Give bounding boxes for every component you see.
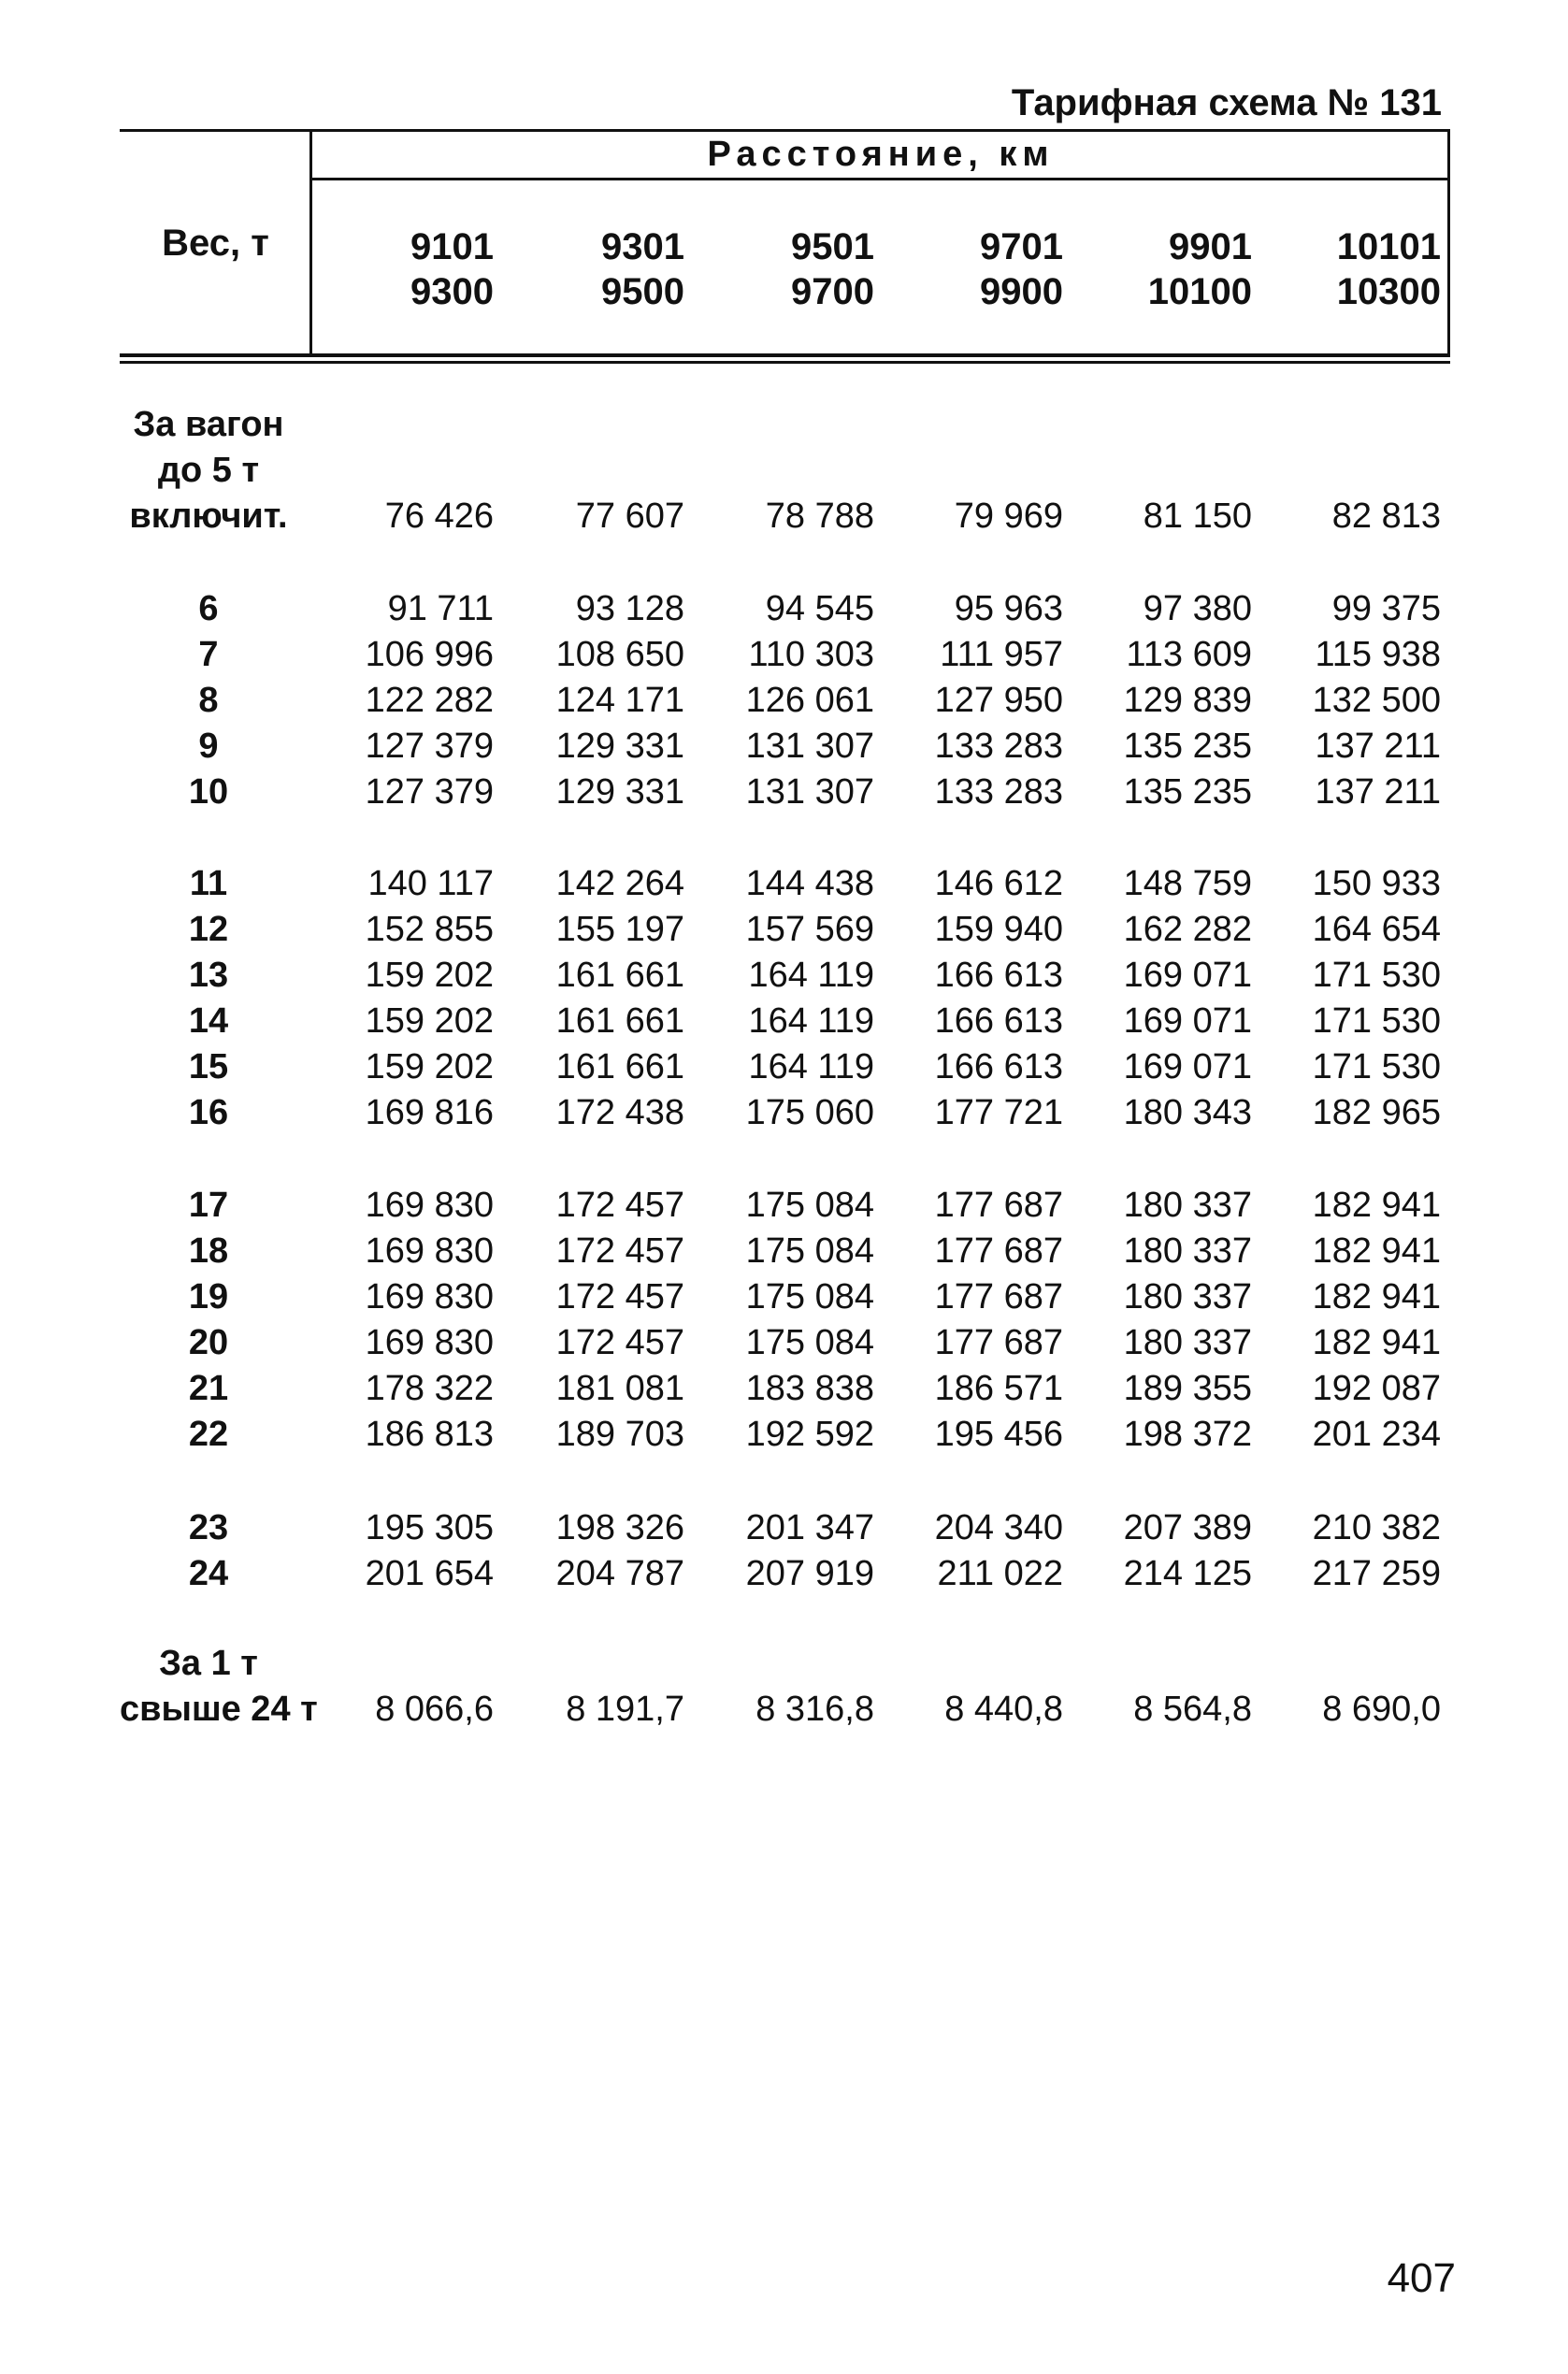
table-row-cell: 93 128 — [575, 589, 684, 628]
table-row-cell: 210 382 — [1312, 1508, 1441, 1547]
table-row-cell: 97 380 — [1143, 589, 1252, 628]
table-row-cell: 177 687 — [934, 1323, 1063, 1362]
per-ton-row-cell: 8 316,8 — [755, 1690, 874, 1729]
table-row-cell: 175 084 — [745, 1277, 874, 1316]
table-row-cell: 172 457 — [555, 1323, 684, 1362]
table-row-cell: 189 703 — [555, 1415, 684, 1454]
table-row-cell: 159 202 — [365, 956, 494, 995]
distance-column-header — [687, 224, 874, 314]
table-row-cell: 177 721 — [934, 1093, 1063, 1132]
page-number: 407 — [1387, 2255, 1456, 2301]
table-row-cell: 146 612 — [934, 864, 1063, 903]
table-row-cell: 204 340 — [934, 1508, 1063, 1547]
table-row-cell: 129 331 — [555, 727, 684, 766]
per-wagon-row-cell: 79 969 — [954, 496, 1063, 536]
per-wagon-label: включит. — [129, 496, 288, 536]
table-row-cell: 207 919 — [745, 1554, 874, 1593]
per-wagon-row-cell: 76 426 — [384, 496, 494, 536]
distance-to: 9500 — [601, 271, 684, 312]
per-wagon-row-cell: 82 813 — [1331, 496, 1441, 536]
distance-from: 9901 — [1169, 226, 1252, 267]
table-row-cell: 161 661 — [555, 956, 684, 995]
table-row-cell: 126 061 — [745, 681, 874, 720]
weight-label: 6 — [198, 589, 219, 628]
per-ton-label: За 1 т — [159, 1644, 258, 1683]
table-row-cell: 177 687 — [934, 1231, 1063, 1271]
weight-label: 24 — [188, 1554, 229, 1593]
table-row-cell: 161 661 — [555, 1001, 684, 1041]
header-bottom-rule-1 — [120, 353, 1450, 357]
table-row-cell: 171 530 — [1312, 1047, 1441, 1086]
per-ton-row-cell: 8 690,0 — [1322, 1690, 1441, 1729]
table-row-cell: 122 282 — [365, 681, 494, 720]
table-row-cell: 106 996 — [365, 635, 494, 674]
weight-label: 7 — [198, 635, 219, 674]
table-row-cell: 214 125 — [1123, 1554, 1252, 1593]
per-wagon-row-cell: 77 607 — [575, 496, 684, 536]
table-row-cell: 142 264 — [555, 864, 684, 903]
table-row-cell: 148 759 — [1123, 864, 1252, 903]
table-row-cell: 198 372 — [1123, 1415, 1252, 1454]
table-row-cell: 169 830 — [365, 1277, 494, 1316]
per-ton-row-cell: 8 564,8 — [1133, 1690, 1252, 1729]
distance-column-header — [307, 224, 494, 314]
weight-label: 11 — [189, 864, 228, 903]
table-row-cell: 159 202 — [365, 1001, 494, 1041]
table-row-cell: 108 650 — [555, 635, 684, 674]
table-row-cell: 94 545 — [765, 589, 874, 628]
weight-label: 8 — [198, 681, 219, 720]
table-row-cell: 175 060 — [745, 1093, 874, 1132]
weight-label: 15 — [188, 1047, 229, 1086]
table-row-cell: 162 282 — [1123, 910, 1252, 949]
table-row-cell: 181 081 — [555, 1369, 684, 1408]
per-ton-label: свыше 24 т — [120, 1690, 318, 1729]
weight-label: 23 — [188, 1508, 229, 1547]
table-row-cell: 201 347 — [745, 1508, 874, 1547]
table-row-cell: 172 438 — [555, 1093, 684, 1132]
weight-label: 10 — [188, 772, 229, 812]
weight-label: 17 — [188, 1186, 229, 1225]
table-row-cell: 164 654 — [1312, 910, 1441, 949]
table-row-cell: 144 438 — [745, 864, 874, 903]
table-row-cell: 95 963 — [954, 589, 1063, 628]
distance-column-header — [876, 224, 1063, 314]
table-row-cell: 172 457 — [555, 1186, 684, 1225]
table-row-cell: 182 941 — [1312, 1277, 1441, 1316]
table-row-cell: 129 839 — [1123, 681, 1252, 720]
table-row-cell: 137 211 — [1315, 727, 1441, 766]
distance-column-header — [497, 224, 684, 314]
table-row-cell: 164 119 — [748, 1001, 874, 1041]
table-row-cell: 175 084 — [745, 1231, 874, 1271]
weight-label: 13 — [188, 956, 229, 995]
distance-to: 9900 — [980, 271, 1063, 312]
table-row-cell: 169 830 — [365, 1231, 494, 1271]
table-row-cell: 152 855 — [365, 910, 494, 949]
table-row-cell: 155 197 — [555, 910, 684, 949]
table-row-cell: 169 071 — [1123, 956, 1252, 995]
table-row-cell: 192 087 — [1312, 1369, 1441, 1408]
distance-rule — [311, 178, 1450, 180]
weight-label: 12 — [188, 910, 229, 949]
table-row-cell: 169 816 — [365, 1093, 494, 1132]
table-row-cell: 124 171 — [555, 681, 684, 720]
table-row-cell: 217 259 — [1312, 1554, 1441, 1593]
distance-column-header — [1065, 224, 1252, 314]
table-row-cell: 172 457 — [555, 1277, 684, 1316]
table-row-cell: 178 322 — [365, 1369, 494, 1408]
weight-label: 21 — [188, 1369, 229, 1408]
per-wagon-label: За вагон — [133, 405, 284, 444]
per-wagon-label: до 5 т — [157, 451, 260, 490]
table-row-cell: 180 337 — [1123, 1277, 1252, 1316]
table-row-cell: 110 303 — [748, 635, 874, 674]
table-row-cell: 91 711 — [387, 589, 494, 628]
table-row-cell: 111 957 — [940, 635, 1063, 674]
table-row-cell: 164 119 — [748, 956, 874, 995]
table-row-cell: 113 609 — [1126, 635, 1252, 674]
table-row-cell: 131 307 — [745, 772, 874, 812]
table-row-cell: 133 283 — [934, 727, 1063, 766]
table-row-cell: 159 202 — [365, 1047, 494, 1086]
table-row-cell: 166 613 — [934, 956, 1063, 995]
weight-label: 22 — [188, 1415, 229, 1454]
table-row-cell: 169 830 — [365, 1323, 494, 1362]
table-row-cell: 201 654 — [365, 1554, 494, 1593]
table-row-cell: 182 965 — [1312, 1093, 1441, 1132]
table-row-cell: 175 084 — [745, 1186, 874, 1225]
table-row-cell: 132 500 — [1312, 681, 1441, 720]
table-row-cell: 201 234 — [1312, 1415, 1441, 1454]
table-row-cell: 211 022 — [937, 1554, 1063, 1593]
distance-from: 10101 — [1336, 226, 1441, 267]
table-row-cell: 183 838 — [745, 1369, 874, 1408]
table-row-cell: 129 331 — [555, 772, 684, 812]
table-row-cell: 115 938 — [1315, 635, 1441, 674]
distance-to: 10100 — [1147, 271, 1252, 312]
weight-header: Вес, т — [162, 223, 269, 264]
table-row-cell: 180 337 — [1123, 1323, 1252, 1362]
weight-label: 14 — [188, 1001, 229, 1041]
table-row-cell: 169 071 — [1123, 1001, 1252, 1041]
distance-to: 10300 — [1336, 271, 1441, 312]
weight-label: 16 — [188, 1093, 229, 1132]
scheme-title: Тарифная схема № 131 — [1011, 82, 1442, 123]
table-row-cell: 157 569 — [745, 910, 874, 949]
per-wagon-row-cell: 78 788 — [765, 496, 874, 536]
table-row-cell: 177 687 — [934, 1186, 1063, 1225]
table-row-cell: 137 211 — [1315, 772, 1441, 812]
table-row-cell: 207 389 — [1123, 1508, 1252, 1547]
table-row-cell: 99 375 — [1331, 589, 1441, 628]
weight-label: 18 — [188, 1231, 229, 1271]
distance-column-header — [1254, 224, 1441, 314]
table-row-cell: 135 235 — [1123, 772, 1252, 812]
distance-from: 9301 — [601, 226, 684, 267]
weight-label: 9 — [198, 727, 219, 766]
table-header — [120, 129, 1450, 363]
table-row-cell: 166 613 — [934, 1001, 1063, 1041]
table-row-cell: 133 283 — [934, 772, 1063, 812]
table-row-cell: 140 117 — [367, 864, 494, 903]
table-row-cell: 127 379 — [365, 772, 494, 812]
table-row-cell: 171 530 — [1312, 956, 1441, 995]
table-row-cell: 161 661 — [555, 1047, 684, 1086]
distance-header: Расстояние, км — [707, 135, 1055, 174]
table-row-cell: 175 084 — [745, 1323, 874, 1362]
distance-from: 9501 — [791, 226, 874, 267]
per-ton-row-cell: 8 191,7 — [566, 1690, 684, 1729]
table-row-cell: 186 813 — [365, 1415, 494, 1454]
table-row-cell: 131 307 — [745, 727, 874, 766]
distance-to: 9300 — [410, 271, 494, 312]
table-row-cell: 189 355 — [1123, 1369, 1252, 1408]
table-row-cell: 182 941 — [1312, 1231, 1441, 1271]
weight-label: 20 — [188, 1323, 229, 1362]
table-row-cell: 150 933 — [1312, 864, 1441, 903]
table-row-cell: 159 940 — [934, 910, 1063, 949]
distance-to: 9700 — [791, 271, 874, 312]
table-row-cell: 180 337 — [1123, 1186, 1252, 1225]
table-row-cell: 172 457 — [555, 1231, 684, 1271]
table-row-cell: 169 071 — [1123, 1047, 1252, 1086]
table-row-cell: 166 613 — [934, 1047, 1063, 1086]
distance-from: 9701 — [980, 226, 1063, 267]
table-row-cell: 180 337 — [1123, 1231, 1252, 1271]
table-row-cell: 192 592 — [745, 1415, 874, 1454]
table-row-cell: 182 941 — [1312, 1323, 1441, 1362]
table-row-cell: 198 326 — [555, 1508, 684, 1547]
table-row-cell: 180 343 — [1123, 1093, 1252, 1132]
weight-label: 19 — [188, 1277, 229, 1316]
table-row-cell: 164 119 — [748, 1047, 874, 1086]
header-bottom-rule-2 — [120, 361, 1450, 364]
table-row-cell: 177 687 — [934, 1277, 1063, 1316]
per-ton-row-cell: 8 066,6 — [375, 1690, 494, 1729]
table-row-cell: 127 379 — [365, 727, 494, 766]
table-row-cell: 182 941 — [1312, 1186, 1441, 1225]
per-wagon-row-cell: 81 150 — [1143, 496, 1252, 536]
header-top-rule — [120, 129, 1450, 132]
table-row-cell: 195 456 — [934, 1415, 1063, 1454]
table-row-cell: 204 787 — [555, 1554, 684, 1593]
table-row-cell: 186 571 — [934, 1369, 1063, 1408]
distance-from: 9101 — [410, 226, 494, 267]
table-row-cell: 127 950 — [934, 681, 1063, 720]
per-ton-row-cell: 8 440,8 — [944, 1690, 1063, 1729]
table-row-cell: 195 305 — [365, 1508, 494, 1547]
table-row-cell: 171 530 — [1312, 1001, 1441, 1041]
table-row-cell: 135 235 — [1123, 727, 1252, 766]
table-row-cell: 169 830 — [365, 1186, 494, 1225]
